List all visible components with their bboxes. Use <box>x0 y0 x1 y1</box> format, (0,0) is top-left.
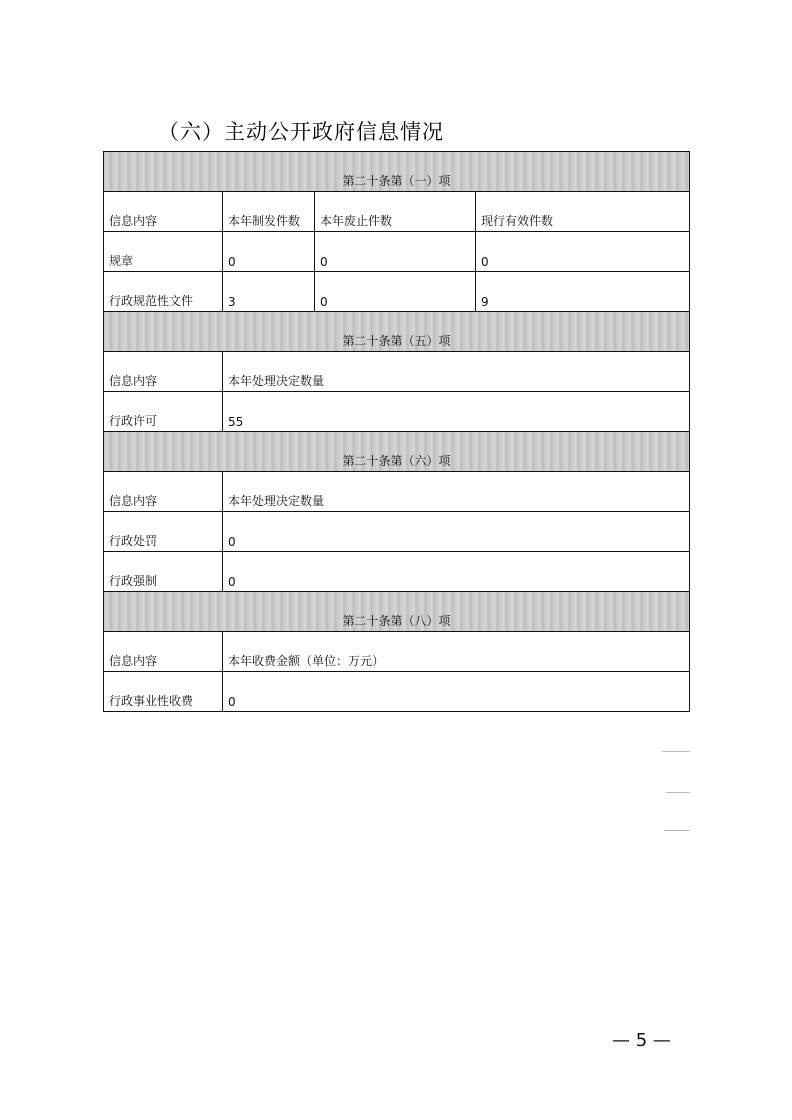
table-header-row <box>104 192 690 232</box>
section-heading-row <box>104 432 690 472</box>
table-cell: 行政强制 <box>104 552 223 592</box>
table-cell: 行政事业性收费 <box>104 672 223 712</box>
section-heading: 第二十条第（五）项 <box>104 312 690 352</box>
section-heading: 第二十条第（六）项 <box>104 432 690 472</box>
table-row <box>104 552 690 592</box>
table-header-cell: 本年制发件数 <box>223 192 315 232</box>
table-header-cell: 信息内容 <box>104 472 223 512</box>
table-header-cell: 本年处理决定数量 <box>223 352 690 392</box>
table-header-row <box>104 352 690 392</box>
table-cell: 3 <box>223 272 315 312</box>
table-header-row <box>104 472 690 512</box>
table-header-cell: 信息内容 <box>104 632 223 672</box>
disclosure-table <box>103 151 690 712</box>
table-row <box>104 272 690 312</box>
table-header-cell: 现行有效件数 <box>476 192 690 232</box>
table-cell: 0 <box>315 232 476 272</box>
scan-artifact <box>666 792 690 793</box>
section-heading-row <box>104 152 690 192</box>
table-cell: 行政规范性文件 <box>104 272 223 312</box>
page-number: — 5 — <box>612 1030 671 1051</box>
table-header-cell: 信息内容 <box>104 192 223 232</box>
table-cell: 0 <box>223 552 690 592</box>
table-cell: 行政许可 <box>104 392 223 432</box>
table-header-cell: 本年处理决定数量 <box>223 472 690 512</box>
table-cell: 0 <box>476 232 690 272</box>
section-heading-row <box>104 592 690 632</box>
table-header-cell: 信息内容 <box>104 352 223 392</box>
table-cell: 55 <box>223 392 690 432</box>
scan-artifact <box>664 830 690 831</box>
table-cell: 0 <box>315 272 476 312</box>
table-cell: 9 <box>476 272 690 312</box>
table-cell: 行政处罚 <box>104 512 223 552</box>
table-cell: 规章 <box>104 232 223 272</box>
table-cell: 0 <box>223 512 690 552</box>
section-heading-row <box>104 312 690 352</box>
table-row <box>104 512 690 552</box>
section-heading: 第二十条第（一）项 <box>104 152 690 192</box>
section-heading: 第二十条第（八）项 <box>104 592 690 632</box>
table-row <box>104 392 690 432</box>
table-row <box>104 672 690 712</box>
table-row <box>104 232 690 272</box>
scan-artifact <box>662 751 690 752</box>
table-cell: 0 <box>223 672 690 712</box>
table-header-cell: 本年废止件数 <box>315 192 476 232</box>
table-cell: 0 <box>223 232 315 272</box>
page-title: （六）主动公开政府信息情况 <box>158 120 444 144</box>
table-header-cell: 本年收费金额（单位：万元） <box>223 632 690 672</box>
table-header-row <box>104 632 690 672</box>
